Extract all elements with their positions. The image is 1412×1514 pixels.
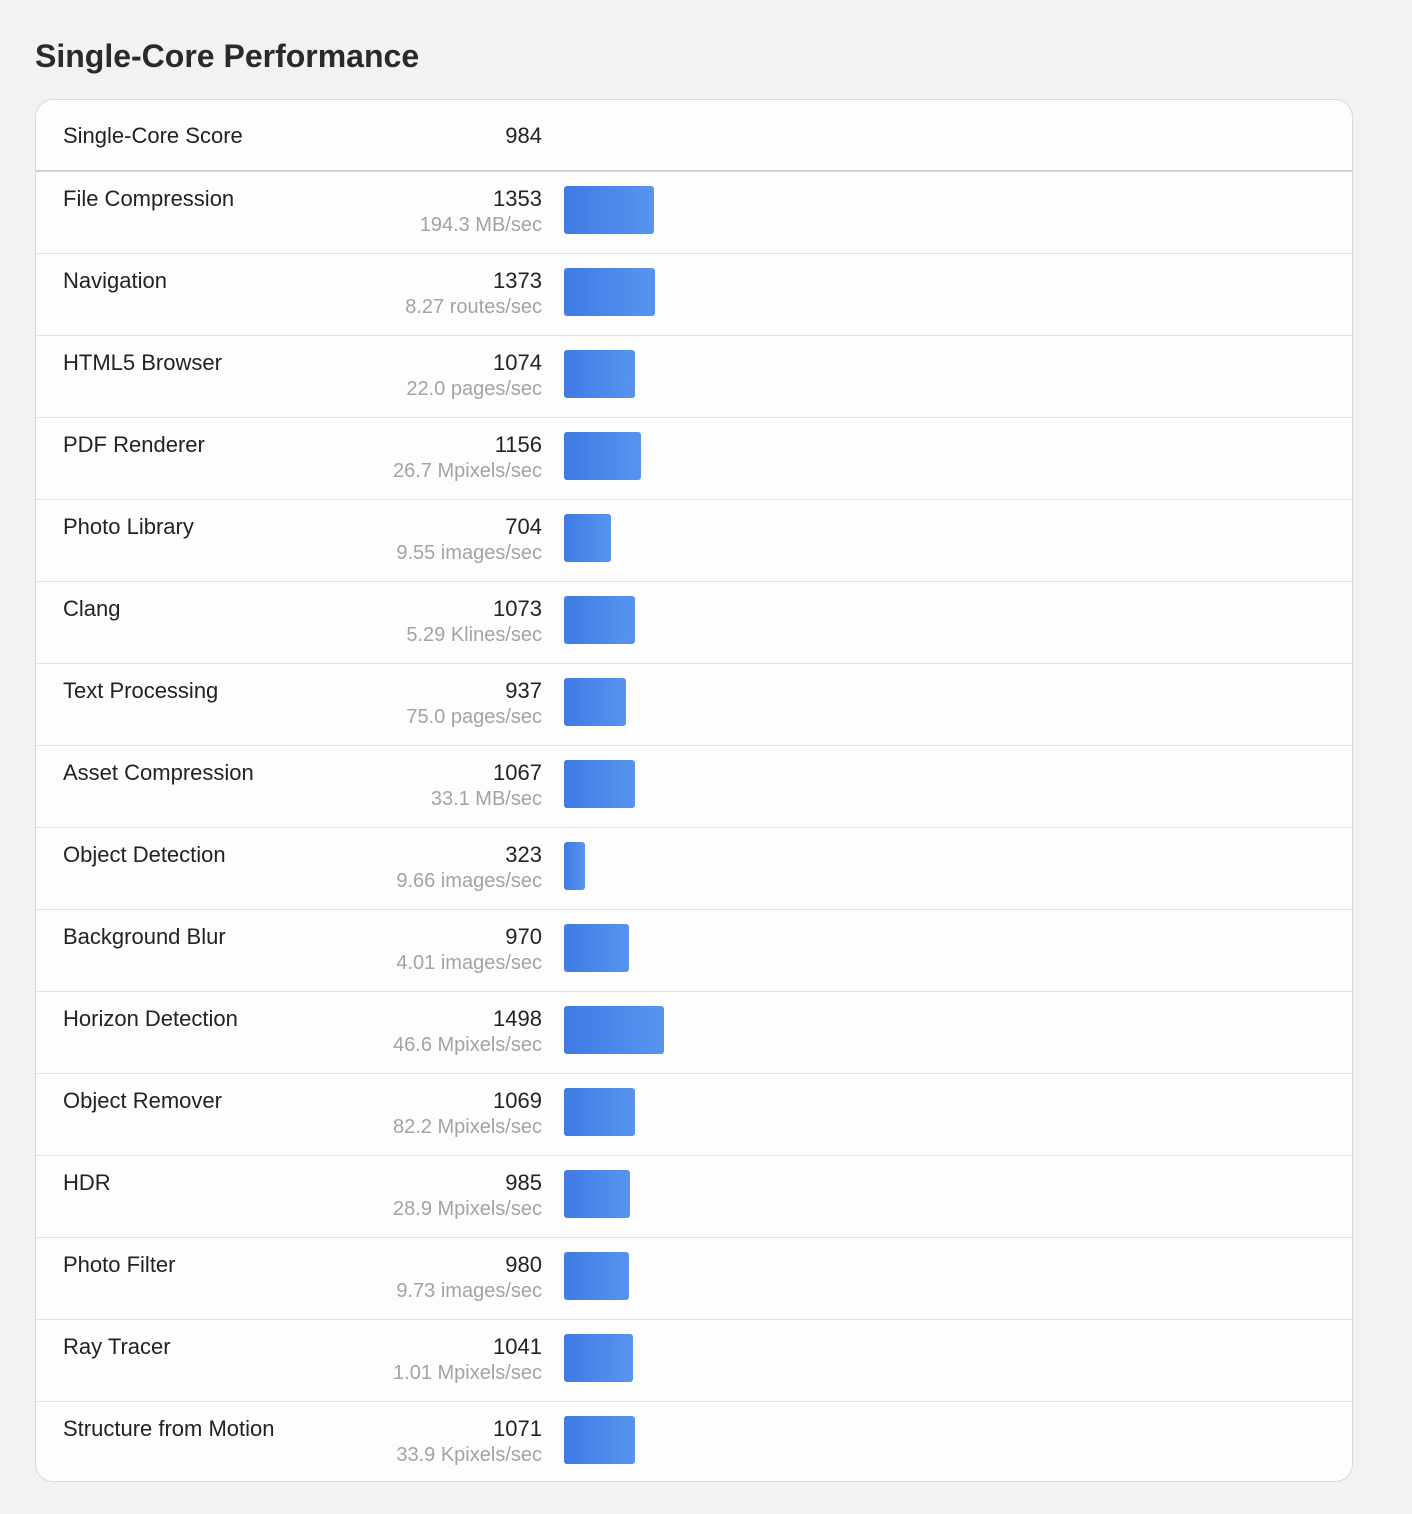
benchmark-score: 1067 — [493, 760, 542, 785]
benchmark-name: Horizon Detection — [63, 1006, 238, 1031]
benchmark-score: 1498 — [493, 1006, 542, 1031]
benchmark-score: 1041 — [493, 1334, 542, 1359]
benchmark-name: Photo Filter — [63, 1252, 176, 1277]
benchmark-name: Asset Compression — [63, 760, 254, 785]
benchmark-score: 985 — [505, 1170, 542, 1195]
benchmark-card — [35, 99, 1353, 1482]
benchmark-row — [36, 418, 1352, 500]
benchmark-row — [36, 828, 1352, 910]
benchmark-name: Ray Tracer — [63, 1334, 171, 1359]
summary-score: 984 — [505, 123, 542, 148]
benchmark-row — [36, 336, 1352, 418]
benchmark-name: HDR — [63, 1170, 111, 1195]
benchmark-name: Text Processing — [63, 678, 219, 703]
benchmark-name: Navigation — [63, 268, 167, 293]
benchmark-rate: 22.0 pages/sec — [406, 378, 542, 400]
benchmark-rate: 5.29 Klines/sec — [406, 624, 542, 646]
benchmark-row — [36, 1320, 1352, 1402]
benchmark-row — [36, 500, 1352, 582]
benchmark-bar — [564, 186, 654, 234]
benchmark-rate: 75.0 pages/sec — [406, 706, 542, 728]
benchmark-bar — [564, 760, 635, 808]
summary-label: Single-Core Score — [63, 123, 243, 148]
benchmark-bar — [564, 514, 611, 562]
benchmark-name: Clang — [63, 596, 121, 621]
benchmark-rate: 9.66 images/sec — [396, 870, 542, 892]
benchmark-rate: 9.55 images/sec — [396, 542, 542, 564]
benchmark-name: Photo Library — [63, 514, 194, 539]
benchmark-rate: 82.2 Mpixels/sec — [393, 1116, 542, 1138]
benchmark-rate: 1.01 Mpixels/sec — [393, 1362, 542, 1384]
benchmark-row — [36, 664, 1352, 746]
benchmark-row — [36, 1156, 1352, 1238]
benchmark-score: 937 — [505, 678, 542, 703]
benchmark-row — [36, 172, 1352, 254]
benchmark-score: 970 — [505, 924, 542, 949]
benchmark-score: 323 — [505, 842, 542, 867]
benchmark-bar — [564, 842, 585, 890]
benchmark-name: HTML5 Browser — [63, 350, 222, 375]
benchmark-bar — [564, 1252, 629, 1300]
page-title: Single-Core Performance — [35, 38, 420, 74]
benchmark-score: 1074 — [493, 350, 542, 375]
benchmark-bar — [564, 1334, 633, 1382]
benchmark-bar — [564, 1416, 635, 1464]
benchmark-name: Structure from Motion — [63, 1416, 275, 1441]
benchmark-bar — [564, 350, 635, 398]
benchmark-rate: 33.9 Kpixels/sec — [396, 1444, 542, 1466]
benchmark-rate: 194.3 MB/sec — [419, 214, 542, 236]
benchmark-name: Background Blur — [63, 924, 226, 949]
benchmark-name: Object Remover — [63, 1088, 222, 1113]
benchmark-row — [36, 910, 1352, 992]
benchmark-name: File Compression — [63, 186, 235, 211]
benchmark-row — [36, 1074, 1352, 1156]
benchmark-name: PDF Renderer — [63, 432, 205, 457]
benchmark-row — [36, 992, 1352, 1074]
benchmark-bar — [564, 924, 629, 972]
benchmark-row — [36, 254, 1352, 336]
benchmark-rate: 4.01 images/sec — [396, 952, 542, 974]
benchmark-rate: 8.27 routes/sec — [405, 296, 542, 318]
benchmark-bar — [564, 1006, 664, 1054]
benchmark-score: 1071 — [493, 1416, 542, 1441]
benchmark-rate: 33.1 MB/sec — [430, 788, 542, 810]
benchmark-name: Object Detection — [63, 842, 226, 867]
benchmark-bar — [564, 432, 641, 480]
benchmark-bar — [564, 268, 655, 316]
benchmark-bar — [564, 1088, 635, 1136]
benchmark-rate: 46.6 Mpixels/sec — [393, 1034, 542, 1056]
benchmark-rate: 9.73 images/sec — [396, 1280, 542, 1302]
benchmark-rate: 26.7 Mpixels/sec — [393, 460, 542, 482]
benchmark-rate: 28.9 Mpixels/sec — [393, 1198, 542, 1220]
benchmark-bar — [564, 1170, 630, 1218]
summary-row — [36, 100, 1352, 172]
benchmark-score: 1073 — [493, 596, 542, 621]
benchmark-row — [36, 582, 1352, 664]
benchmark-score: 1156 — [494, 432, 542, 457]
benchmark-row — [36, 1402, 1352, 1482]
benchmark-row — [36, 1238, 1352, 1320]
benchmark-score: 1069 — [493, 1088, 542, 1113]
benchmark-bar — [564, 678, 626, 726]
benchmark-score: 704 — [505, 514, 542, 539]
benchmark-list — [36, 172, 1352, 1482]
benchmark-score: 980 — [505, 1252, 542, 1277]
benchmark-score: 1373 — [493, 268, 542, 293]
benchmark-bar — [564, 596, 635, 644]
benchmark-row — [36, 746, 1352, 828]
benchmark-score: 1353 — [493, 186, 542, 211]
